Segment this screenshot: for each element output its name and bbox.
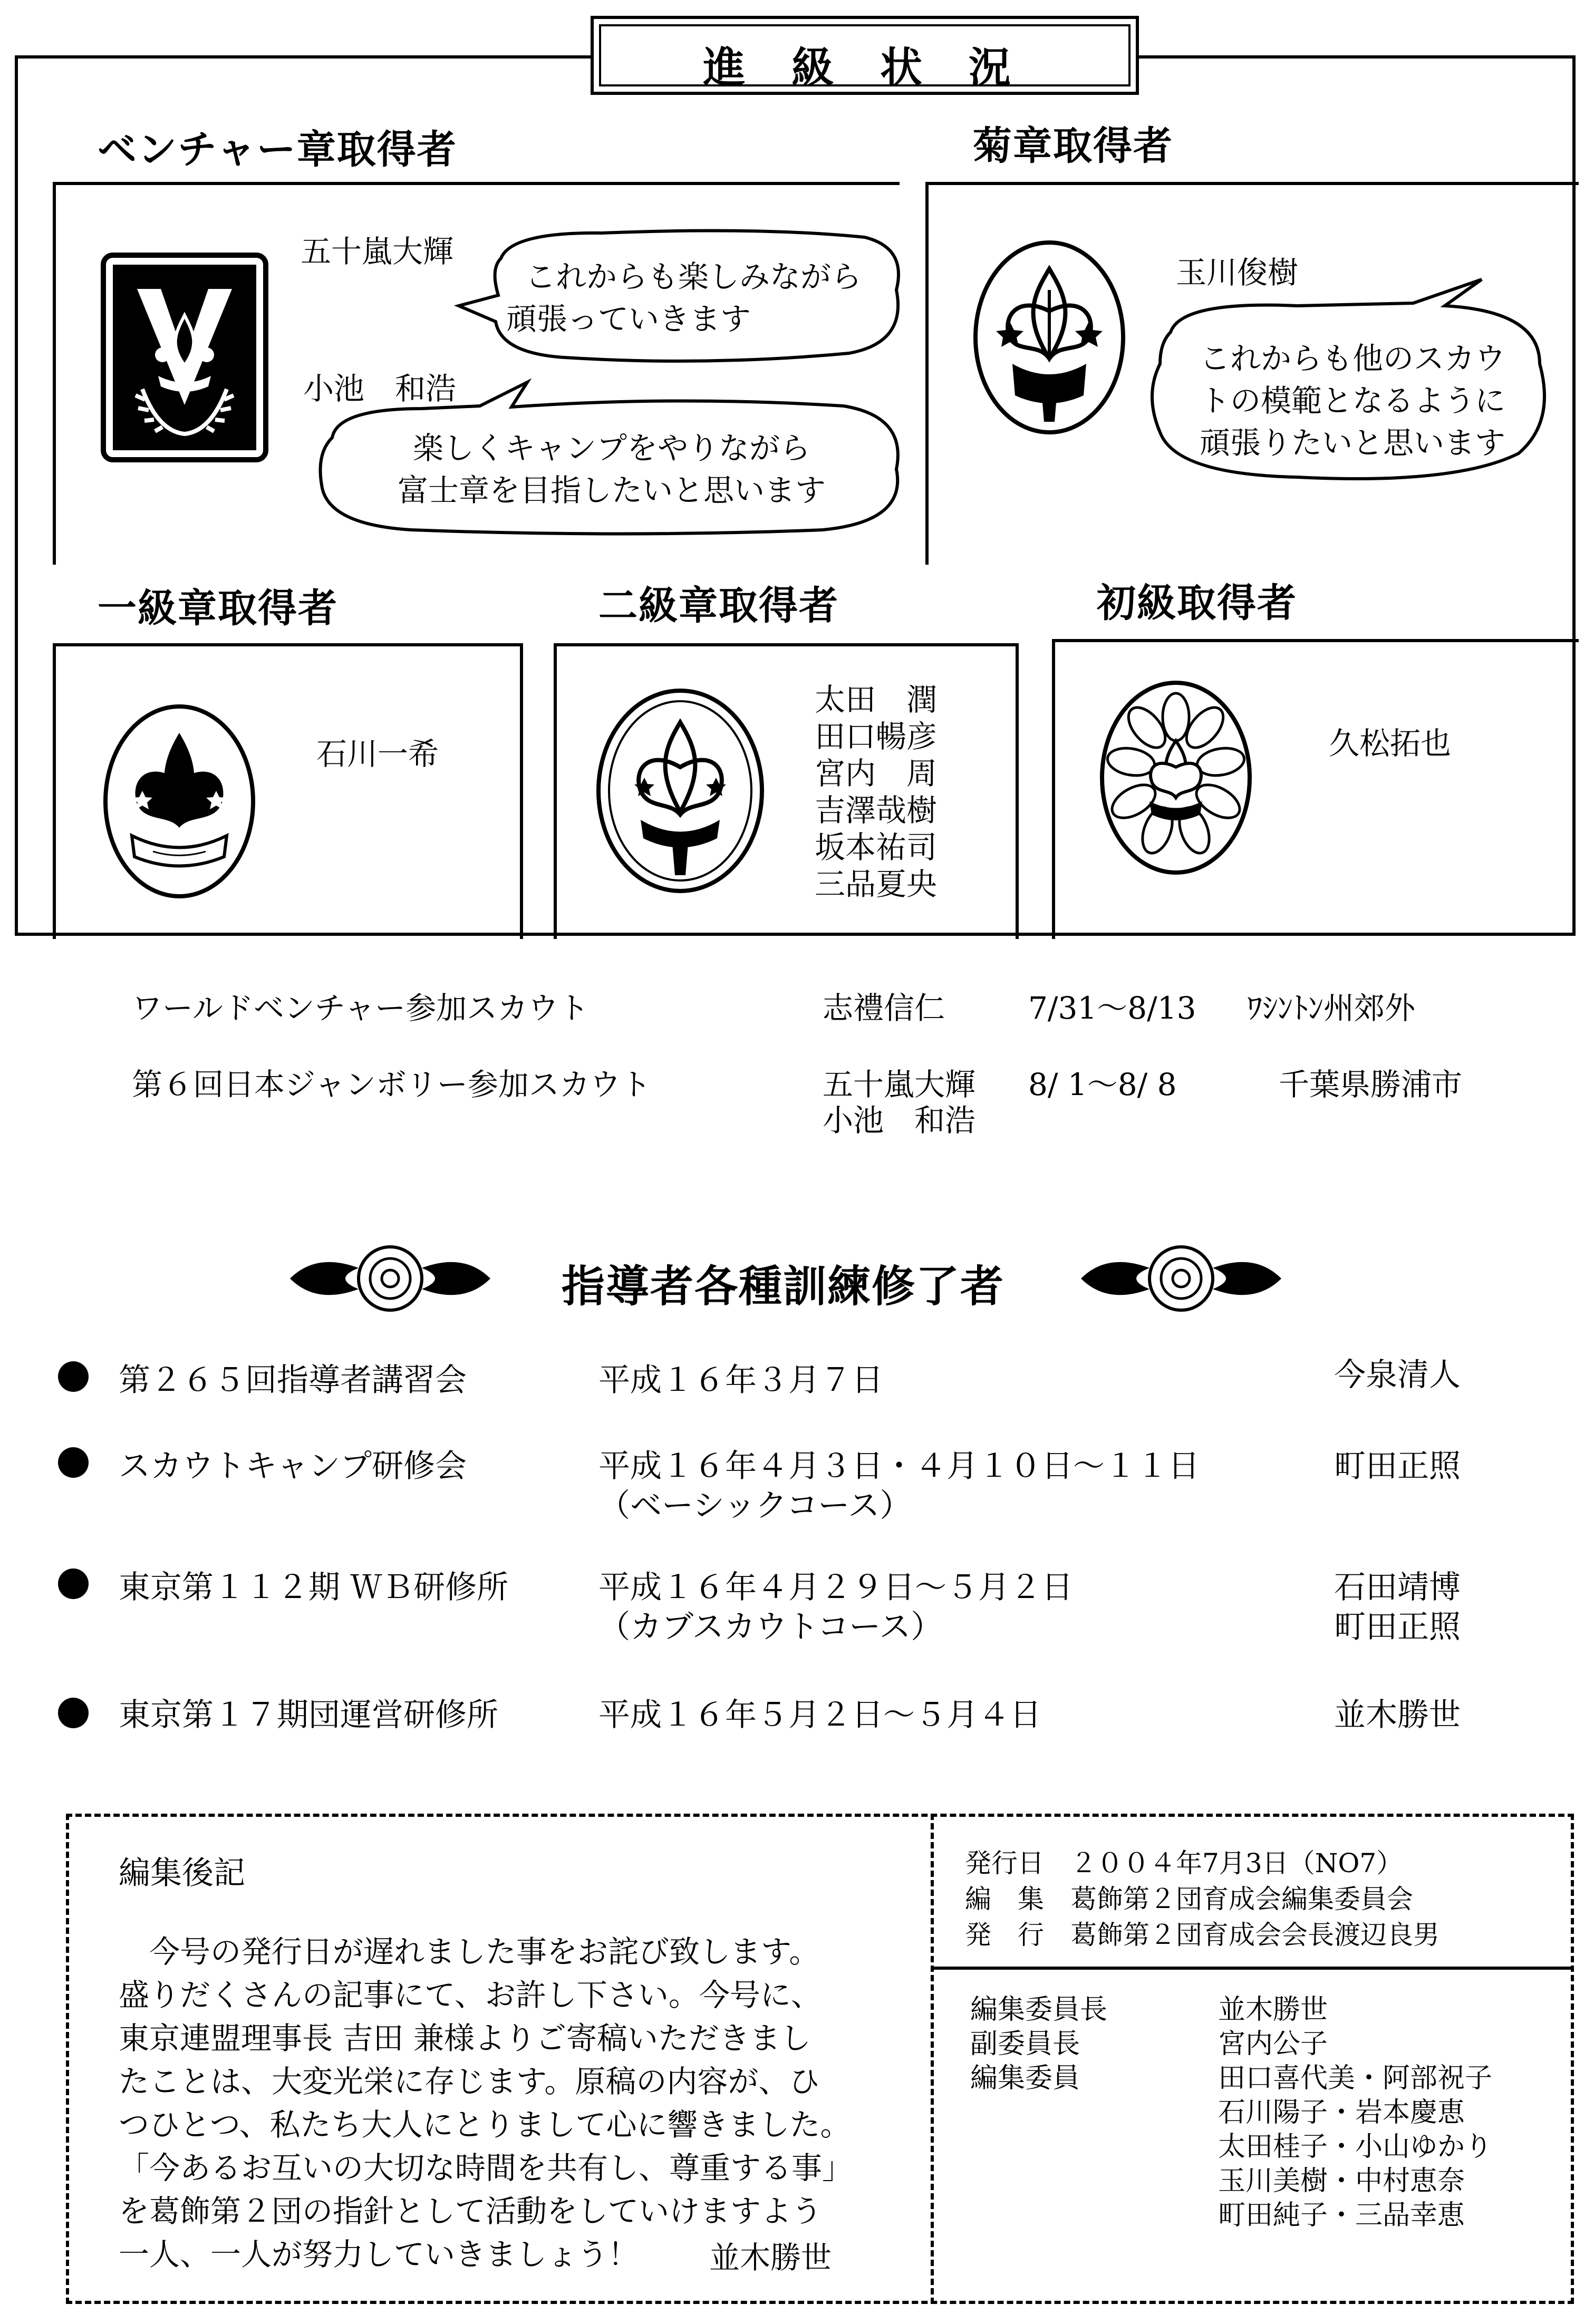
colophon-publisher: 発 行 葛飾第２団育成会会長渡辺良男 [965,1920,1440,1950]
chrysanthemum-comment-line-2: トの模範となるように [1199,383,1505,419]
bottom-divider [931,1814,934,2304]
postscript-line-1: 今号の発行日が遅れました事をお詫び致します。 [119,1934,820,1970]
role-member-4: 玉川美樹・中村恵奈 [1218,2165,1465,2197]
event-2-dates: 8/ 1～8/ 8 [1028,1067,1177,1102]
venture-heading: ベンチャー章取得者 [98,127,457,172]
chrysanthemum-comment-line-1: これからも他のスカウ [1199,341,1505,376]
training-1-date: 平成１６年３月７日 [598,1362,883,1399]
chrysanthemum-comment-line-3: 頑張りたいと思います [1199,425,1505,461]
second-class-name-2: 田口暢彦 [815,719,938,754]
event-1-title: ワールドベンチャー参加スカウト [132,990,590,1026]
training-3-bullet-icon [58,1568,89,1599]
role-member-5: 町田純子・三品幸恵 [1218,2200,1465,2231]
venture-comment-bubble-1 [443,227,917,369]
chrysanthemum-comment-bubble [1139,274,1561,490]
second-class-name-4: 吉澤哉樹 [815,792,938,828]
training-4-name: 並木勝世 [1334,1697,1461,1734]
training-3-name-2: 町田正照 [1334,1609,1461,1645]
training-2-course: スカウトキャンプ研修会 [119,1448,467,1485]
beginner-name-1: 久松拓也 [1329,725,1452,761]
postscript-line-5: つひとつ、私たち大人にとりまして心に響きました。 [119,2107,851,2143]
venture-comment-1-line-1: これからも楽しみながら [525,259,862,295]
second-class-badge-icon [593,685,767,896]
colophon-separator [933,1967,1571,1970]
second-class-name-1: 太田 潤 [815,682,938,718]
first-class-badge-icon [100,701,258,902]
advancement-title-box [591,16,1139,95]
training-4-date: 平成１６年５月２日～５月４日 [598,1697,1041,1734]
role-chief-label: 編集委員長 [970,1994,1108,2026]
training-2-bullet-icon [58,1447,89,1478]
beginner-heading: 初級取得者 [1097,580,1297,626]
role-vice-name: 宮内公子 [1218,2028,1328,2060]
training-3-name-1: 石田靖博 [1334,1569,1461,1606]
first-class-names [316,735,439,772]
role-member-3: 太田桂子・小山ゆかり [1218,2131,1493,2163]
venture-person-1: 五十嵐大輝 [301,234,454,269]
colophon-issue [965,1845,1440,1953]
event-1-dates: 7/31～8/13 [1028,990,1196,1026]
training-3-date: 平成１６年４月２９日～５月２日 [598,1569,1073,1606]
event-1-place: ﾜｼﾝﾄﾝ州郊外 [1247,990,1416,1026]
advancement-title: 進 級 状 況 [703,43,1027,92]
training-2-date: 平成１６年４月３日・４月１０日～１１日 [598,1448,1200,1485]
event-1-name: 志禮信仁 [823,990,945,1026]
event-2-place: 千葉県勝浦市 [1279,1067,1463,1102]
role-vice-label: 副委員長 [970,2028,1080,2060]
event-2-name-2: 小池 和浩 [823,1102,976,1138]
beginner-names [1329,725,1451,762]
postscript-line-4: たことは、大変光栄に存じます。原稿の内容が、ひ [119,2064,820,2099]
venture-badge-icon [100,252,269,463]
venture-comment-2-line-1: 楽しくキャンプをやりながら [412,430,810,466]
second-class-name-6: 三品夏央 [815,866,938,902]
rose-ornament-left-icon [285,1242,496,1315]
chrysanthemum-badge-icon [970,237,1128,438]
second-class-heading: 二級章取得者 [598,583,839,628]
training-3-course: 東京第１１２期 ＷＢ研修所 [119,1569,509,1606]
training-1-course: 第２６５回指導者講習会 [119,1362,467,1399]
postscript-line-7: を葛飾第２団の指針として活動をしていけますよう [119,2193,823,2229]
training-1-name: 今泉清人 [1334,1357,1461,1393]
postscript [119,1848,920,2276]
first-class-heading: 一級章取得者 [98,586,338,631]
event-row-1 [132,983,1503,1025]
first-class-name-1: 石川一希 [316,736,439,772]
training-2-date-note: （ベーシックコース） [598,1487,912,1524]
role-member-1: 田口喜代美・阿部祝子 [1218,2062,1493,2094]
postscript-line-6: 「今あるお互いの大切な時間を共有し、尊重する事」 [119,2150,853,2186]
venture-comment-2-line-2: 富士章を目指したいと思います [397,472,826,508]
event-2-title: 第６回日本ジャンボリー参加スカウト [132,1067,651,1102]
second-class-names [815,681,937,903]
role-chief-name: 並木勝世 [1218,1994,1328,2026]
event-2-name-1: 五十嵐大輝 [823,1067,976,1102]
postscript-title: 編集後記 [119,1855,245,1892]
training-4-bullet-icon [58,1698,89,1728]
second-class-name-3: 宮内 周 [815,756,938,791]
second-class-name-5: 坂本祐司 [815,829,938,865]
role-member-2: 石川陽子・岩本慶恵 [1218,2097,1465,2128]
beginner-badge-icon [1097,677,1255,878]
training-2-name: 町田正照 [1334,1448,1461,1485]
postscript-line-8: 一人、一人が努力していきましょう！ [119,2236,639,2272]
rose-ornament-right-icon [1076,1242,1287,1315]
training-1-bullet-icon [58,1361,89,1392]
training-4-course: 東京第１７期団運営研修所 [119,1697,498,1734]
chrysanthemum-heading: 菊章取得者 [973,123,1173,169]
colophon-issue-date: 発行日 ２００４年7月3日（NO7） [965,1848,1403,1878]
event-row-2 [132,1060,1503,1144]
training-3-date-note: （カブスカウトコース） [598,1609,943,1645]
postscript-line-2: 盛りだくさんの記事にて、お許し下さい。今号に、 [119,1977,822,2013]
training-title: 指導者各種訓練修了者 [562,1262,1005,1312]
colophon-editor: 編 集 葛飾第２団育成会編集委員会 [965,1884,1413,1914]
venture-comment-1-line-2: 頑張っていきます [506,301,751,337]
venture-person-2: 小池 和浩 [303,371,457,406]
role-members-label: 編集委員 [970,2062,1080,2094]
postscript-signature: 並木勝世 [709,2240,832,2275]
postscript-line-3: 東京連盟理事長 吉田 兼様よりご寄稿いただきまし [119,2020,811,2056]
chrysanthemum-person: 玉川俊樹 [1176,255,1299,290]
venture-comment-bubble-2 [306,380,917,538]
